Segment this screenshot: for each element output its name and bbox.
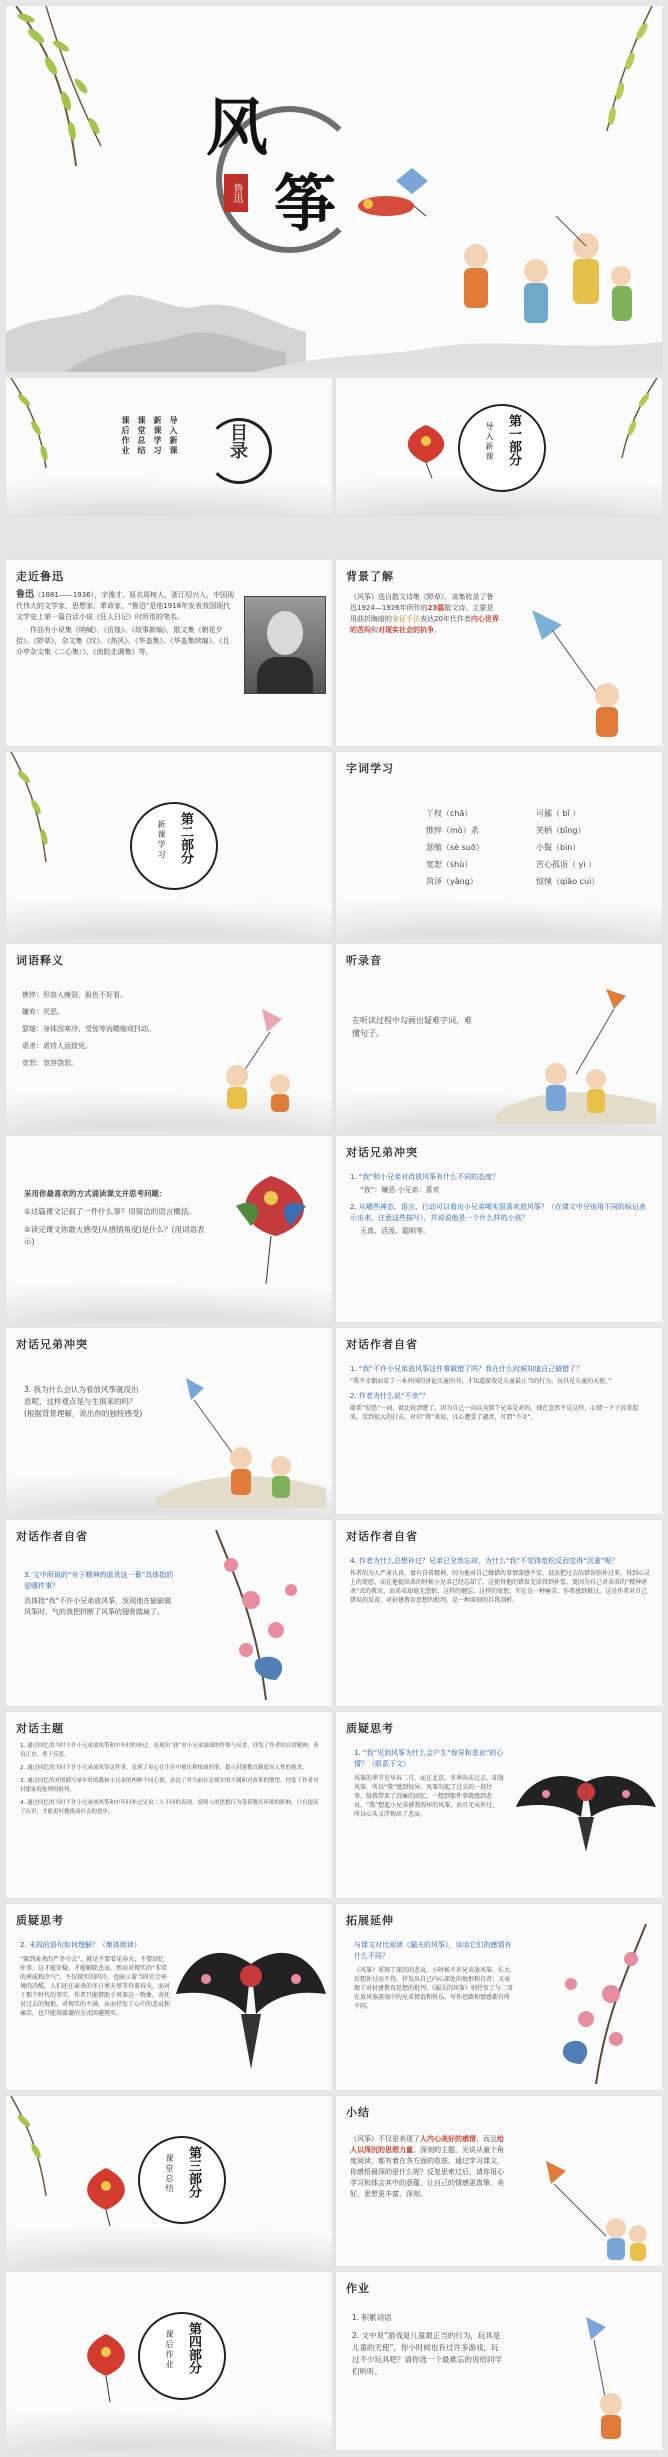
summary-slide [336, 2096, 662, 2266]
vocab-word: 宽恕 [426, 860, 442, 869]
background-text [350, 592, 500, 636]
text-part: 《风筝》选自散文诗集《野草》，该集收录了鲁迅1924—1926年所作的 [350, 593, 494, 612]
plum-blossom-branch [196, 1530, 326, 1700]
section-label: 第四部分 [186, 2322, 201, 2374]
question-item: 2. 末段的语句如何理解？（集体朗读） [20, 1941, 141, 1949]
slide-heading: 听录音 [346, 954, 382, 967]
toc-slide [6, 378, 332, 516]
children-flying-kites [436, 216, 636, 346]
extend-content [20, 1940, 170, 2020]
red-kite [396, 423, 456, 478]
text-part: 散文诗。主要是用曲折晦暗的 [350, 604, 494, 623]
author-stamp: 鲁迅 [224, 174, 248, 212]
listen-instruction: 在听读过程中勾画出疑难字词，难懂句子。 [352, 1016, 472, 1038]
section-circle [458, 404, 546, 492]
slide-heading: 小结 [346, 2106, 370, 2119]
section-circle [130, 802, 218, 890]
theme-item: 1. 通过回忆的当时不许小兄弟放风筝和中年时的补过，表现出“我”对小兄弟深深的忏悔与反省，抒发了作者的自省精神，善良正直、勇于反思。 [20, 1743, 319, 1758]
vocab-pinyin: （bǐng） [552, 826, 586, 835]
part1-slide [336, 378, 662, 516]
plum-blossom-branch [526, 1924, 656, 2084]
part4-slide [6, 2272, 332, 2450]
toc-item-1[interactable]: 导入新课 [169, 416, 178, 456]
author-name: 鲁迅 [16, 590, 35, 600]
slide-heading: 质疑思考 [16, 1914, 64, 1927]
boy-with-kite [526, 2156, 656, 2261]
slide-heading: 作业 [346, 2282, 370, 2295]
section-subtitle: 课后作业 [165, 2330, 174, 2370]
toc-item-3[interactable]: 课堂总结 [137, 416, 146, 456]
vocab-item [426, 876, 478, 887]
vocab-pinyin: （qiāo cuì） [552, 877, 600, 886]
extra-content [354, 1940, 514, 2013]
vocab-pinyin: （yǎng） [442, 877, 478, 886]
question-item: ①这篇课文记叙了一件什么事？用简洁的语言概括。 [24, 1207, 196, 1216]
answer-item: “躲到肃杀的严冬中去”，就是不要看见春天，不要回忆往事，这才能安稳，才能解除悲哀。然而对现实的“非常的寒威和冷气”，不仅现实的阴冷，也暗示着当时社会环境的冷酷，人们还在肃杀的冬日寒天里等待着春天，而对于那个时代的事实，作者只能借助于风筝这一物象，寄托对过去的悔恨，对现实的不满，从而抒发了心中的悲哀和痛苦，也只能用躲避的方式回避现实。 [20, 1956, 171, 2017]
answer-item: 作者的为人严肃认真，富有自省精神。因为他对自己做错的事情深感不安，设法把过去的错误弥补过来，得到心灵上的宽慰，而在他提出来的时候小兄弟已经忘却了，这使得他的错误无法得到补偿。更因为自己对弟弟的“精神虐杀”式的教育，而弟弟却毫无怨恨，这样的健忘，这样的宽恕，实在是一种痛苦，作者感到难过。这是作者对自己错误的反省，对封建教育思想的批判，是一种深刻的自我剖析。 [350, 1570, 651, 1604]
section-circle [138, 2312, 226, 2400]
conflict-question: 3. 我为什么会认为看放风筝就没出息呢，这样观点是与生俱来的吗？(根据背景理解，说出你的独特感受) [24, 1385, 143, 1418]
vocab-item [426, 825, 479, 836]
willow-branch-right [562, 6, 662, 136]
blue-kite-illustration [394, 166, 430, 196]
question-item: 3. 文中所说的“对于精神的虐杀这一幕”具体指的是哪件事？ [24, 1571, 174, 1590]
section-subtitle: 课堂总结 [165, 2154, 174, 2194]
vocab-item [426, 808, 472, 819]
swallow-kite [176, 1934, 326, 2074]
red-kite [76, 2166, 136, 2226]
slide-heading: 对话作者自省 [16, 1530, 88, 1543]
slide-heading: 词语释义 [16, 954, 64, 967]
theme-slide [6, 1712, 332, 1898]
mist [6, 2216, 332, 2266]
self1-slide [336, 1328, 662, 1514]
self-content [350, 1556, 650, 1607]
section-label: 第二部分 [178, 812, 193, 864]
section-circle [138, 2136, 226, 2224]
vocab-word: 丫杈 [426, 809, 442, 818]
definition-item: 嫌弃：厌恶。 [22, 1008, 64, 1016]
vocab-word: 憔悴 [426, 826, 442, 835]
vocab-pinyin: （mò）杀 [442, 826, 479, 835]
words-slide [6, 944, 332, 1130]
vocab-pinyin: （ bǐ ） [552, 809, 581, 818]
theme-item: 3. 通过回忆的对照描写童年时的我和小兄弟的两种不同心情，表达了对当前社会现实的不满和对改革的期望，抒发了作者对封建家庭伦理的批判。 [20, 1778, 319, 1793]
question-item: 1. “我”见到风筝为什么会产生“惊异和悲哀”的心情？（联系下文） [354, 1749, 504, 1768]
homework-item: 1. 积累词语 [352, 2313, 392, 2322]
willow-branch [6, 2096, 86, 2196]
toc-item-2[interactable]: 新课学习 [153, 416, 162, 456]
slide-heading: 质疑思考 [346, 1722, 394, 1735]
vocab-word: 苦心孤诣 [536, 860, 568, 869]
author-intro [16, 590, 236, 660]
theme-content [20, 1742, 320, 1819]
answer-item: “我不幸偶而看了一本外国的讲论儿童的书，才知道游戏是儿童最正当的行为，玩具是儿童的天使。” [350, 1378, 612, 1385]
conflict-content [350, 1172, 650, 1239]
theme-item: 4. 通过回忆的当时不许小兄弟放风筝和中年时补过兄弟二人不同的表现，说明人的思想行为受着教育环境的影响，只有提高了认识，才能更好地推动社会的进步。 [20, 1800, 319, 1815]
answer-item: “我”：嫌恶 小兄弟：喜欢 [360, 1186, 440, 1194]
section-label: 第一部分 [506, 414, 521, 466]
slide-heading: 走近鲁迅 [16, 570, 64, 583]
homework-slide [336, 2272, 662, 2450]
children-flying-kites [486, 984, 656, 1124]
answer-item: 风筝的季节是早春二月，而在北京，冬季尚未过去，却放风筝，所以“我”感到惊异。风筝勾起了过去的一段往事，给我带来了沉痛的回忆，一想到那件事就感到悲哀，“我”想起小兄弟被我毁坏的风筝，而且无从补过，所以心头又浮现出了悲哀。 [354, 1775, 505, 1818]
slide-heading: 对话作者自省 [346, 1530, 418, 1543]
text-highlight: 给人以深沉的思想力量 [350, 2135, 504, 2154]
author-works: 作品有小说集《呐喊》、《彷徨》、《故事新编》，散文集《朝花夕拾》、《野草》，杂文集《坟》、《热风》、《华盖集》、《华盖集续编》、《且介亭杂文集（二心集）》、《南腔北调集》等。 [16, 626, 230, 656]
background-slide [336, 560, 662, 746]
author-bio: （1881——1936），字豫才，原名周树人，浙江绍兴人，中国现代伟大的文学家、思想家、革命家。“鲁迅”是他1918年发表我国现代文学史上第一篇白话小说《狂人日记》时所用的笔名。 [16, 591, 235, 621]
vocab-item [426, 842, 484, 853]
vocab-word: 瑟缩 [426, 843, 442, 852]
question-intro: 采用你最喜欢的方式诵读课文并思考问题： [24, 1189, 167, 1198]
homework-text [352, 2312, 502, 2380]
vocab-item [426, 859, 472, 870]
definition-item: 憔悴：形容人瘦弱，脸色不好看。 [22, 991, 127, 999]
mist [6, 2400, 332, 2450]
summary-text [350, 2134, 505, 2200]
section-label: 第三部分 [186, 2146, 201, 2198]
text-part: 《风筝》不仅是表现了 [350, 2135, 420, 2143]
text-part: 和 [371, 626, 378, 634]
listen-slide [336, 944, 662, 1130]
vocab-item [536, 842, 580, 853]
question-item: 1. “我”不许小兄弟放风筝这件事做错了吗？我在什么时候知道自己做错了？ [350, 1365, 584, 1373]
willow-branch-left [6, 6, 146, 176]
theme-item: 2. 通过回忆的当时不许小兄弟放风筝这件事，表现了童心在生存中被压抑扭曲的事，提示封建教育制度对人性的扼杀。 [20, 1765, 308, 1771]
section-subtitle: 新课学习 [157, 820, 166, 860]
part2-slide [6, 752, 332, 938]
text-part: 表达20年代作者 [420, 615, 471, 623]
slide-heading: 对话主题 [16, 1722, 64, 1735]
slide-heading: 字词学习 [346, 762, 394, 775]
question-item: 4. 作者为什么总想补过？兄弟已全然忘却，为什么“我”不觉得宽松反而觉得“沉重”呢？ [350, 1557, 619, 1565]
read-question-slide [6, 1136, 332, 1322]
vocab-pinyin: （sè suō） [442, 843, 484, 852]
toc-title: 目录 [227, 423, 248, 459]
extend2-slide [6, 1904, 332, 2090]
text-highlight: 23篇 [427, 604, 445, 612]
extra-slide [336, 1904, 662, 2090]
text-highlight: 内心世界的苦闷 [350, 615, 499, 634]
conflict2-slide [6, 1328, 332, 1514]
slide-heading: 拓展延伸 [346, 1914, 394, 1927]
vocab-pinyin: （ yì ） [568, 860, 597, 869]
text-part: ，而且 [476, 2135, 497, 2143]
vocab-item [536, 825, 585, 836]
extend-content [354, 1748, 504, 1821]
self-content [24, 1570, 174, 1620]
vocab-pinyin: （shù） [442, 860, 473, 869]
willow-branch [6, 752, 86, 862]
vocab-word: 惊悚 [536, 877, 552, 886]
vocab-item [536, 876, 599, 887]
text-highlight: 象征手法 [392, 615, 420, 623]
title-feng: 风 [206, 91, 269, 164]
text-part: 。深刻的主题，光说从童个角度阅读，都有着在各方面的收获。通过学习课文，你感悟最深的是什么呢？反复思索过后，请你用心学习和体会其中的意蕴，让自己的情感更真挚，美好，思想更丰富，深刻。 [350, 2146, 504, 2198]
cover-slide [6, 6, 662, 372]
definition-item: 瑟缩：身体因寒冷、受惊等而蜷缩或抖动。 [22, 1025, 155, 1033]
question-item: ②读完课文你最大感受(从感情角度)是什么？(用词语表示) [24, 1225, 205, 1246]
extend1-slide [336, 1712, 662, 1898]
vocab-word: 可鄙 [536, 809, 552, 818]
self2-slide [6, 1520, 332, 1706]
boy-with-kite [512, 600, 652, 740]
mist [6, 466, 332, 516]
title-zheng: 筝 [274, 167, 337, 240]
vocab-pinyin: （bìn） [552, 843, 581, 852]
mist [336, 888, 662, 938]
answer-item: 天真、活泼、聪明等。 [360, 1227, 430, 1235]
vocab-pinyin: （chā） [442, 809, 473, 818]
part3-slide [6, 2096, 332, 2266]
red-kite [76, 2332, 136, 2402]
mist [6, 888, 332, 938]
vocab-slide [336, 752, 662, 938]
homework-item: 2. 文中说“游戏是儿童最正当的行为，玩具是儿童的天使”，你小时候也有过许多游戏，玩过不少玩具吧？请你选一个最难忘的说给同学们听听。 [352, 2331, 502, 2376]
answer-item: 联系“惊恐”一词，就比较清楚了，因为自己一向以为那个兄弟是对的，现在忽然不是这样，心情一下子沉重起来，受到很大的打击，对旧“我”来说，良心遭受了谴责，可谓“不幸”。 [350, 1405, 639, 1421]
child-with-kite [526, 2312, 656, 2442]
self-content [350, 1364, 650, 1424]
conflict1-slide [336, 1136, 662, 1322]
toc-item-4[interactable]: 课后作业 [121, 416, 130, 456]
author-slide [6, 560, 332, 746]
read-questions [24, 1188, 214, 1250]
children-flying-kites [156, 1368, 326, 1508]
answer-item: 《风筝》重现了深沉的悲哀，小时候不许兄弟放风筝，长大后想补过而不得，抒发出自己内心深处的悔恨和自责；又表现了对封建教育思想的批判。《漏夫的风筝》则抒发了与二哥在放风筝游戏中的兄弟情谊和快乐，写作思路和情感都有所不同。 [354, 1967, 514, 2010]
vocab-item [536, 808, 580, 819]
self3-slide [336, 1520, 662, 1706]
author-portrait [244, 596, 326, 694]
willow-branch [592, 378, 662, 458]
slide-heading: 对话兄弟冲突 [346, 1146, 418, 1159]
question-item: 1. “我”和小兄弟对待放风筝有什么不同的态度？ [350, 1173, 500, 1181]
slide-heading: 背景了解 [346, 570, 394, 583]
question-item: 2. 作者为什么说“不幸”？ [350, 1392, 430, 1400]
question-item: 2. 从哪些神态、语言、行动可以看出小兄弟喝实很喜欢放风筝？（在课文中分别用不同的标记表示出来，注意这些描写），并说说他是一个什么样的小孩？ [350, 1203, 646, 1222]
text-highlight: 人内心美好的感情 [420, 2135, 476, 2143]
vocab-item [536, 859, 596, 870]
willow-branch [6, 378, 86, 468]
children-with-kite [202, 1004, 322, 1114]
text-highlight: 对现实社会的抗争 [378, 626, 434, 634]
definition-item: 虐杀：虐待人而致死。 [22, 1042, 92, 1050]
question-item: 与课文对比阅读《漏夫的风筝》，谈谈它们的感情有什么不同？ [354, 1941, 512, 1960]
word-definitions [22, 988, 222, 1073]
definition-item: 宽恕：宽容饶恕。 [22, 1059, 78, 1067]
vocab-word: 笑柄 [536, 826, 552, 835]
slide-heading: 对话兄弟冲突 [16, 1338, 88, 1351]
answer-item: 具体指“我”不许小兄弟放风筝，发现他在偷偷做风筝时，气的我把折断了风筝的翅骨踏扁了。 [24, 1597, 172, 1616]
swallow-kite [516, 1762, 656, 1852]
colorful-bird-kite [216, 1166, 326, 1286]
vocab-word: 小鬓 [536, 843, 552, 852]
vocab-word: 菏泽 [426, 877, 442, 886]
slide-heading: 对话作者自省 [346, 1338, 418, 1351]
text-part: 。 [434, 626, 441, 634]
section-subtitle: 导入新课 [485, 422, 494, 462]
